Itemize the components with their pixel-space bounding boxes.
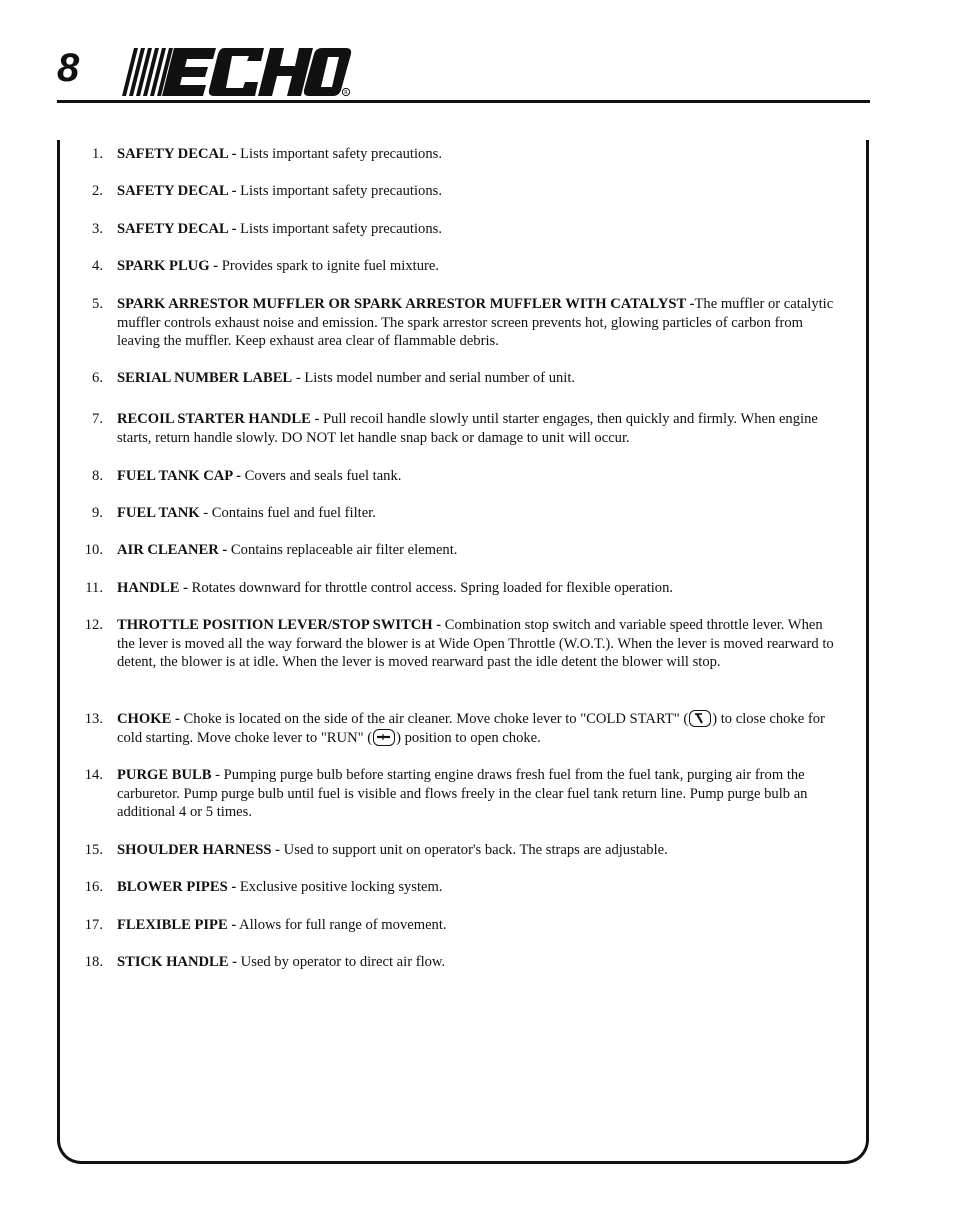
item-term: SPARK PLUG - [117, 258, 219, 274]
item-number: 12. [84, 617, 103, 633]
header-rule [57, 100, 870, 103]
choke-closed-icon [689, 710, 711, 727]
item-term: BLOWER PIPES - [117, 879, 237, 895]
item-term: HANDLE - [117, 580, 188, 596]
page-number: 8 [57, 46, 80, 90]
item-description: Provides spark to ignite fuel mixture. [218, 258, 439, 274]
item-description: Lists important safety precautions. [236, 146, 442, 162]
item-term: SHOULDER HARNESS - [117, 842, 280, 858]
item-term: RECOIL STARTER HANDLE [117, 411, 311, 427]
item-number: 2. [92, 183, 103, 199]
item-number: 11. [85, 580, 103, 596]
item-number: 18. [84, 954, 103, 970]
item-number: 8. [92, 468, 103, 484]
item-number: 1. [92, 146, 103, 162]
item-description: Exclusive positive locking system. [236, 879, 443, 895]
item-description: ) position to open choke. [396, 729, 541, 746]
item-description: Covers and seals fuel tank. [240, 468, 402, 484]
svg-text:R: R [344, 90, 348, 96]
item-description: Rotates downward for throttle control access. Spring loaded for flexible operation. [187, 580, 674, 596]
item-description: Used by operator to direct air flow. [237, 954, 446, 970]
item-description: - Pumping purge bulb before starting engine draws fresh fuel from the fuel tank, purging air from the carburetor. Pump purge bulb until fuel is visible and flows freely in the clear fuel tank return line. Pump purge bulb an additional 4 or 5 times. [117, 767, 808, 821]
item-description: - Pull recoil handle slowly until starter engages, then quickly and firmly. When engine starts, return handle slowly. DO NOT let handle snap back or damage to unit will occur. [117, 411, 818, 446]
item-description: The muffler or catalytic muffler controls exhaust noise and emission. The spark arrestor screen prevents hot, glowing particles of carbon from leaving the muffler. Keep exhaust area clear of flammable debris. [117, 296, 834, 350]
choke-open-icon [373, 729, 395, 746]
item-term: SPARK ARRESTOR MUFFLER OR SPARK ARRESTOR MUFFLER WITH CATALYST - [117, 296, 695, 312]
item-term: CHOKE - [117, 711, 180, 727]
item-description: Choke is located on the side of the air cleaner. Move choke lever to "COLD START" ( [179, 711, 689, 727]
item-number: 14. [84, 767, 103, 783]
item-term: SERIAL NUMBER LABEL [117, 370, 293, 386]
item-term: STICK HANDLE - [117, 954, 238, 970]
item-description: Lists important safety precautions. [236, 183, 442, 199]
item-term: FUEL TANK CAP - [117, 468, 241, 484]
item-term: AIR CLEANER - [117, 542, 228, 558]
item-description: Contains replaceable air filter element. [227, 542, 458, 558]
item-term: FLEXIBLE PIPE - [117, 917, 237, 933]
item-description: Lists important safety precautions. [236, 221, 442, 237]
item-number: 16. [84, 879, 103, 895]
item-number: 6. [92, 370, 103, 386]
item-number: 5. [92, 296, 103, 312]
item-description: Used to support unit on operator's back. The straps are adjustable. [280, 842, 668, 858]
item-number: 7. [92, 411, 103, 427]
item-number: 13. [84, 711, 103, 727]
item-number: 4. [92, 258, 103, 274]
item-description: - Contains fuel and fuel filter. [199, 505, 376, 521]
item-description: ) to close choke for cold starting. Move choke lever to "RUN" ( [117, 711, 825, 746]
item-number: 9. [92, 505, 103, 521]
item-description: - Lists model number and serial number of unit. [292, 370, 576, 386]
item-term: SAFETY DECAL - [117, 183, 237, 199]
item-term: SAFETY DECAL - [117, 146, 237, 162]
echo-logo [120, 42, 352, 98]
item-number: 10. [84, 542, 103, 558]
item-number: 17. [84, 917, 103, 933]
item-term: SAFETY DECAL - [117, 221, 237, 237]
item-description: Combination stop switch and variable speed throttle lever. When the lever is moved all the way forward the blower is at Wide Open Throttle (W.O.T.). When the lever is moved rearward to detent, the blower is at idle. When the lever is moved rearward past the idle detent the blower will stop. [117, 617, 834, 671]
item-number: 3. [92, 221, 103, 237]
item-term: THROTTLE POSITION LEVER/STOP SWITCH - [117, 617, 442, 633]
item-description: Allows for full range of movement. [236, 917, 447, 933]
item-number: 15. [84, 842, 103, 858]
item-term: PURGE BULB [117, 767, 212, 783]
item-term: FUEL TANK [117, 505, 200, 521]
